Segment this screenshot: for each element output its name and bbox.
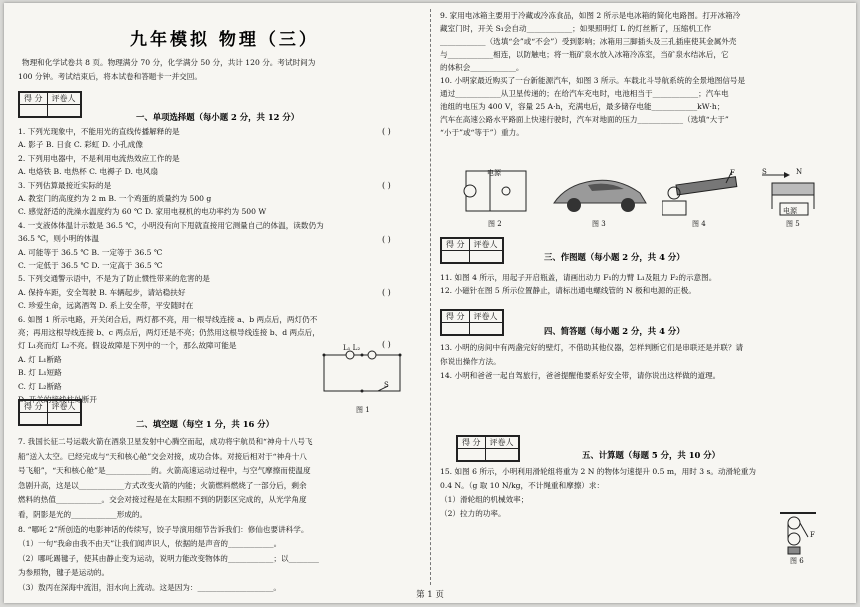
question-line: 11. 如图 4 所示，用起子开启瓶盖，请画出动力 F₁的力臂 L₁及阻力 F₂的示意图。	[440, 273, 717, 282]
figure-1-switch-label: S	[384, 381, 389, 389]
question-line: （3）敖丙在深海中流泪，泪水向上流动。这是因为：____________________。	[18, 583, 282, 592]
question-line: 10. 小明家最近购买了一台新能源汽车，如图 3 所示。车载北斗导航系统的全景地图信号是	[440, 76, 746, 85]
section-heading: 五、计算题（每题 5 分，共 10 分）	[582, 450, 721, 460]
question-line: 5. 下列交通警示语中，不是为了防止惯性带来的危害的是	[18, 274, 210, 284]
question-line: C. 珍爱生命，远离酒驾 D. 系上安全带，平安随时在	[18, 301, 194, 311]
question-line: A. 影子 B. 日食 C. 彩虹 D. 小孔成像	[18, 140, 143, 150]
question-line: 船”送入太空。已经完成与“天和核心舱”交会对接，成功合体。对接后相对于“神舟十八	[18, 451, 307, 461]
question-line: 藏室门时，开关 S₁会自动____________；如果照明灯 L 的灯丝断了，压缩机工作	[440, 24, 712, 33]
figure-5-s-pole: S	[762, 168, 767, 176]
score-header: 得 分	[20, 93, 48, 105]
answer-paren: ( )	[382, 235, 391, 244]
figure-4-caption: 图 4	[692, 220, 706, 228]
question-line: C. 一定低于 36.5 ℃ D. 一定高于 36.5 ℃	[18, 261, 163, 270]
question-line: 15. 如图 6 所示，小明利用滑轮组将重为 2 N 的物体匀速提升 0.5 m，用时 3 s。动滑轮重为	[440, 467, 756, 476]
question-line: 你说出操作方法。	[440, 357, 501, 366]
exam-sheet	[4, 3, 856, 603]
question-line: “小于”或“等于”）重力。	[440, 128, 524, 137]
question-line: ____________（选填“会”或“不会”）受到影响；冰箱用三脚插头及三孔插座使其金属外壳	[440, 37, 737, 46]
question-line: A. 灯 L₁断路	[18, 354, 62, 364]
intro-line: 物理和化学试卷共 8 页。物理满分 70 分，化学满分 50 分，共计 120 分。考试时间为	[22, 58, 316, 67]
answer-paren: ( )	[382, 181, 391, 190]
question-line: 14. 小明和爸爸一起自驾旅行，爸爸提醒他要系好安全带，请你说出这样做的道理。	[440, 371, 721, 380]
figure-5-power-label: 电源	[783, 207, 797, 215]
intro-line: 100 分钟。考试结束后，将本试卷和答题卡一并交回。	[18, 72, 202, 81]
figure-4-force-label: F	[730, 169, 735, 177]
question-line: D. 开关的接线柱处断开	[18, 395, 97, 404]
section-heading: 一、单项选择题（每小题 2 分，共 12 分）	[136, 112, 300, 122]
question-line: 汽车在高速公路水平路面上快速行驶时，汽车对地面的压力____________（选填“大于”	[440, 115, 729, 124]
section-heading: 三、作图题（每小题 2 分，共 4 分）	[544, 252, 685, 262]
question-line: 亮；再用这根导线连接 b、c 两点后，两灯还是不亮；仍然用这根导线连接 b、d 两点后，	[18, 328, 320, 337]
answer-paren: ( )	[382, 340, 391, 349]
question-line: 36.5 ℃，则小明的体温	[18, 234, 99, 244]
score-box: 得 分 评卷人	[456, 435, 520, 462]
question-line: C. 感觉舒适的洗澡水温度约为 60 ℃ D. 家用电视机的电功率约为 500 W	[18, 207, 267, 217]
figure-3-caption: 图 3	[592, 220, 606, 228]
column-divider	[430, 9, 431, 585]
question-line: 8. “哪吒 2”所创造的电影神话的传续写，饺子导演用细节告诉我们：修仙也要讲科学。	[18, 524, 309, 534]
question-line: 2. 下列用电器中，不是利用电流热效应工作的是	[18, 153, 180, 163]
grader-header: 评卷人	[47, 93, 80, 105]
figure-5-caption: 图 5	[786, 220, 800, 228]
score-box: 得 分 评卷人	[440, 309, 504, 336]
question-line: 12. 小磁针在图 5 所示位置静止，请标出通电螺线管的 N 极和电源的正极。	[440, 286, 696, 295]
figure-6-caption: 图 6	[790, 557, 804, 565]
question-line: 7. 我国长征二号运载火箭在酒泉卫星发射中心腾空而起，成功将宇航员和“神舟十八号飞	[18, 437, 313, 446]
figure-6-force-label: F	[810, 531, 815, 539]
question-line: 通过____________从卫星传递的；在给汽车充电时，电池相当于____________；汽车电	[440, 89, 729, 98]
question-line: C. 灯 L₂断路	[18, 381, 62, 391]
score-box: 得 分 评卷人	[440, 237, 504, 264]
question-line: 4. 一支液体体温计示数是 36.5 ℃，小明没有向下甩就直接用它测量自己的体温，读数仍为	[18, 220, 324, 230]
question-line: （1）滑轮组的机械效率；	[440, 495, 529, 504]
question-line: 9. 家用电冰箱主要用于冷藏或冷冻食品，如图 2 所示是电冰箱的简化电路图。打开冰箱冷	[440, 11, 741, 20]
question-line: 6. 如图 1 所示电路，开关闭合后，两灯都不亮，用一根导线连接 a、b 两点后，两灯仍不	[18, 314, 318, 324]
section-heading: 二、填空题（每空 1 分，共 16 分）	[136, 419, 275, 429]
question-line: A. 教室门的高度约为 2 m B. 一个鸡蛋的质量约为 500 g	[18, 194, 212, 203]
question-line: 3. 下列估算最接近实际的是	[18, 180, 112, 190]
score-box: 得 分 评卷人	[18, 399, 82, 426]
question-line: 与____________相连，以防触电；将一瓶矿泉水放入冰箱冷冻室，当矿泉水结冰后，它	[440, 50, 729, 59]
section-heading: 四、简答题（每小题 2 分，共 4 分）	[544, 326, 685, 336]
figure-4-opener	[662, 171, 740, 221]
answer-paren: ( )	[382, 288, 391, 297]
question-line: 看，阴影是光的____________形成的。	[18, 510, 148, 519]
question-line: （2）拉力的功率。	[440, 509, 506, 518]
question-line: A. 电烙铁 B. 电热杯 C. 电褥子 D. 电风扇	[18, 167, 159, 177]
page-number: 第 1 页	[416, 590, 444, 600]
question-line: （2）哪吒踢毽子，使其由静止变为运动，说明力能改变物体的____________；以________	[18, 553, 319, 563]
page-title: 九年模拟 物理（三）	[130, 30, 319, 50]
question-line: 的体积会____________。	[440, 63, 524, 72]
figure-3-car	[548, 165, 652, 223]
question-line: 池组的电压为 400 V，容量 25 A·h，充满电后，最多储存电能____________kW·h；	[440, 102, 725, 111]
question-line: 为参照物，毽子是运动的。	[18, 568, 110, 578]
figure-1-lamp-labels: L₁ L₂	[343, 344, 361, 352]
figure-2-caption: 图 2	[488, 220, 502, 228]
question-line: 号飞船”，“天和核心舱”是____________的。火箭高速运动过程中，与空气摩擦而使温度	[18, 466, 311, 476]
question-line: （1）一句“我命由我不由天”让我们闻声识人，依据的是声音的____________。	[18, 539, 282, 549]
figure-1	[318, 343, 408, 407]
answer-paren: ( )	[382, 127, 391, 136]
question-line: 灯 L₁亮而灯 L₂不亮。假设故障是下列中的一个，那么故障可能是	[18, 341, 237, 351]
figure-5-n-pole: N	[796, 168, 803, 176]
question-line: 1. 下列光现象中，不能用光的直线传播解释的是	[18, 127, 180, 136]
question-line: 急剧升高，这是以____________方式改变火箭的内能；火箭燃料燃烧了一部分后，剩余	[18, 480, 307, 490]
score-box	[18, 91, 82, 118]
question-line: B. 灯 L₁短路	[18, 368, 62, 378]
figure-1-caption: 图 1	[356, 406, 370, 414]
question-line: 0.4 N。（g 取 10 N/kg，不计绳重和摩擦）求：	[440, 481, 605, 490]
figure-2-power-label: 电源	[487, 169, 501, 177]
question-line: A. 保持车距，安全驾驶 B. 车辆起步，请站稳扶好	[18, 287, 186, 297]
question-line: 13. 小明的房间中有两盏完好的壁灯，不借助其他仪器，怎样判断它们是串联还是并联？请	[440, 343, 744, 352]
question-line: 燃料的热值____________。交会对接过程是在太阳照不到的阴影区完成的，从光学角度	[18, 495, 307, 505]
question-line: A. 可能等于 36.5 ℃ B. 一定等于 36.5 ℃	[18, 247, 163, 257]
